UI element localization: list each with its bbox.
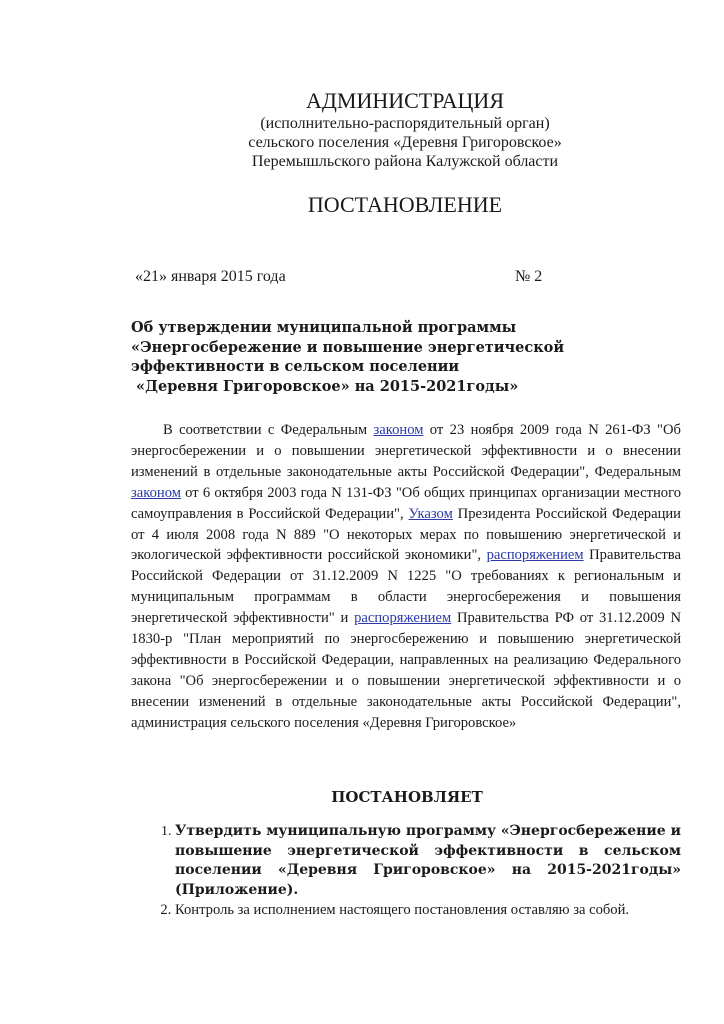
heading-line: «Деревня Григоровское» на 2015-2021годы» xyxy=(131,377,519,395)
law-link[interactable]: законом xyxy=(131,484,181,501)
doc-date: «21» января 2015 года xyxy=(135,268,286,285)
body-text: Правительства Российской Федерации от 31.12.2009 N 1225 "О требованиях к региональным и муниципальным программам в области энергосбережения и повышения энергетической эффективности" и xyxy=(131,547,681,627)
heading-line: «Энергосбережение и повышение энергетической xyxy=(131,338,565,356)
body-text: от 6 октября 2003 года N 131-ФЗ "Об общих принципах организации местного самоуправления в Российской Федерации", xyxy=(131,484,681,522)
doc-type: ПОСТАНОВЛЕНИЕ xyxy=(307,192,503,217)
org-line: (исполнительно-распорядительный орган) xyxy=(260,115,550,132)
decree-item: 2. Контроль за исполнением настоящего постановления оставляю за собой. xyxy=(175,901,681,921)
org-line: Перемышльского района Калужской области xyxy=(251,153,559,170)
body-paragraph xyxy=(131,420,681,734)
body-text: Президента Российской Федерации от 4 июля 2008 года N 889 "О некоторых мерах по повышению энергетической и экологической эффективности российской экономики", xyxy=(131,505,681,564)
decree-item: 1. Утвердить муниципальную программу «Энергосбережение и повышение энергетической эффективности в сельском поселении «Деревня Григоровское» на 2015-2021годы» (Приложение). xyxy=(175,822,681,900)
doc-number: № 2 xyxy=(515,268,543,285)
body-text: от 23 ноября 2009 года N 261-ФЗ "Об энергосбережении и о повышении энергетической эффективности и о внесении изменений в отдельные законодательные акты Российской Федерации", Федеральным xyxy=(131,422,681,480)
org-line: сельского поселения «Деревня Григоровское» xyxy=(248,134,562,151)
decree-heading: ПОСТАНОВЛЯЕТ xyxy=(331,788,483,806)
heading-line: Об утверждении муниципальной программы xyxy=(131,319,517,336)
order-link[interactable]: распоряжением xyxy=(354,610,452,627)
order-link[interactable]: распоряжением xyxy=(486,547,584,564)
decree-items xyxy=(131,822,681,921)
body-text: Правительства РФ от 31.12.2009 N 1830-р "План мероприятий по энергосбережению и повышению энергетической эффективности в Российской Федерации, направленных на реализацию Федерального закона "Об энергосбережении и о повышении энергетической эффективности и о внесении изменений в отдельные законодательные акты Российской Федерации", администрация сельского поселения «Деревня Григоровское» xyxy=(131,610,681,731)
law-link[interactable]: законом xyxy=(373,422,424,438)
doc-heading xyxy=(131,318,571,396)
heading-line: эффективности в сельском поселении xyxy=(131,358,460,375)
decree-link[interactable]: Указом xyxy=(408,505,453,522)
org-title: АДМИНИСТРАЦИЯ xyxy=(306,88,504,113)
body-text: В соответствии с Федеральным xyxy=(163,422,374,438)
